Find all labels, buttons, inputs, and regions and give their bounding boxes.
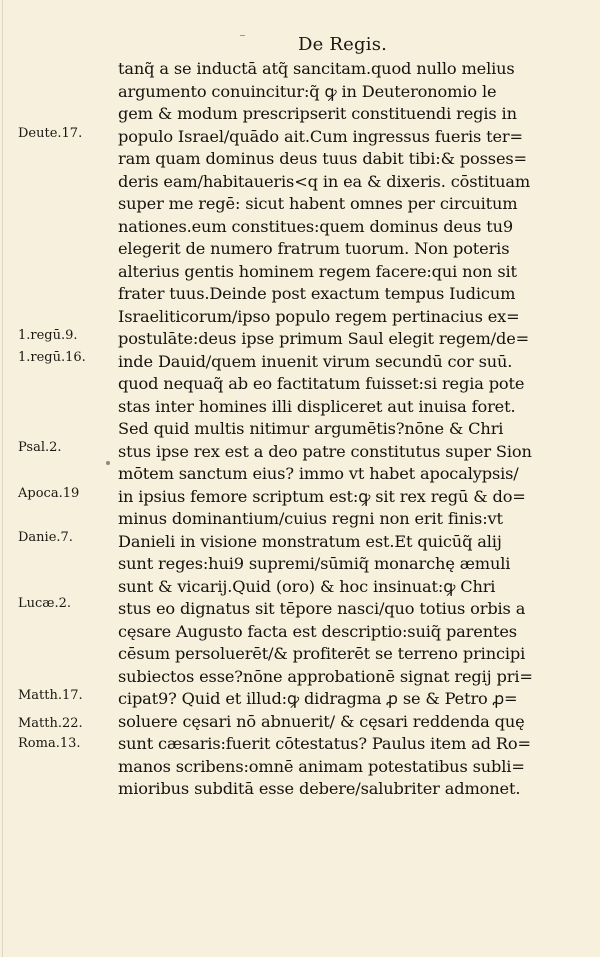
text-line: sunt & vicarij.Quid (oro) & hoc insinuat:ꝙ Chri bbox=[118, 576, 496, 596]
text-line: subiectos esse?nōne approbationē signat regij pri= bbox=[118, 666, 533, 686]
text-line: sunt reges:hui9 supremi/sūmiq̃ monarchę æmuli bbox=[118, 554, 511, 573]
printer-mark bbox=[240, 35, 245, 36]
text-line: Israeliticorum/ipso populo regem pertinacius ex= bbox=[118, 306, 520, 326]
text-line: stus eo dignatus sit tēpore nasci/quo totius orbis a bbox=[118, 599, 526, 618]
running-head: De Regis. bbox=[298, 34, 388, 55]
margin-note-psalm: Psal.2. bbox=[18, 440, 62, 455]
text-line: cipat9? Quid et illud:ꝙ didragma ꝓ se & Petro ꝓ= bbox=[118, 689, 518, 708]
text-line: stus ipse rex est a deo patre constitutus super Sion bbox=[118, 441, 532, 461]
page-gutter-edge bbox=[2, 0, 3, 957]
text-line: sunt cæsaris:fuerit cōtestatus? Paulus item ad Ro= bbox=[118, 734, 531, 753]
margin-note-matthew-22: Matth.22. bbox=[18, 716, 83, 731]
reference-mark bbox=[106, 461, 110, 465]
latin-body-text bbox=[118, 58, 556, 801]
margin-note-apocalypse: Apoca.19 bbox=[18, 486, 80, 501]
text-line: cęsare Augusto facta est descriptio:suiq̃ parentes bbox=[118, 621, 517, 641]
text-line: in ipsius femore scriptum est:ꝙ sit rex regū & do= bbox=[118, 486, 526, 506]
text-line: stas inter homines illi displiceret aut inuisa foret. bbox=[118, 396, 516, 416]
margin-note-deuteronomy: Deute.17. bbox=[18, 126, 83, 141]
text-line: populo Israel/quādo ait.Cum ingressus fueris ter= bbox=[118, 126, 523, 146]
text-line: alterius gentis hominem regem facere:qui non sit bbox=[118, 261, 517, 281]
text-line: tanq̃ a se inductā atq̃ sancitam.quod nullo melius bbox=[118, 59, 515, 78]
margin-note-first-kings-16: 1.regū.16. bbox=[18, 350, 86, 365]
text-line: super me regē: sicut habent omnes per circuitum bbox=[118, 194, 518, 213]
text-line: minus dominantium/cuius regni non erit finis:vt bbox=[118, 509, 503, 528]
text-line: gem & modum prescripserit constituendi regis in bbox=[118, 104, 517, 123]
margin-note-daniel: Danie.7. bbox=[18, 530, 73, 545]
text-line: inde Dauid/quem inuenit virum secundū cor suū. bbox=[118, 351, 513, 371]
text-line: mōtem sanctum eius? immo vt habet apocalypsis/ bbox=[118, 464, 519, 483]
text-line: quod nequaq̃ ab eo factitatum fuisset:si regia pote bbox=[118, 374, 525, 393]
text-line: mioribus subditā esse debere/salubriter admonet. bbox=[118, 779, 521, 798]
text-line: cēsum persoluerēt/& profiterēt se terreno principi bbox=[118, 644, 526, 663]
text-line: postulāte:deus ipse primum Saul elegit regem/de= bbox=[118, 329, 530, 348]
text-line: soluere cęsari nō abnuerit/ & cęsari reddenda quę bbox=[118, 711, 525, 731]
text-line: manos scribens:omnē animam potestatibus subli= bbox=[118, 756, 525, 776]
text-line: argumento conuincitur:q̃ ꝙ in Deuteronomio le bbox=[118, 81, 497, 101]
margin-note-matthew-17: Matth.17. bbox=[18, 688, 83, 703]
text-line: frater tuus.Deinde post exactum tempus Iudicum bbox=[118, 284, 516, 303]
margin-note-luke: Lucæ.2. bbox=[18, 596, 72, 611]
text-line: Danieli in visione monstratum est.Et quicūq̃ alij bbox=[118, 531, 502, 551]
margin-note-romans: Roma.13. bbox=[18, 736, 81, 751]
margin-note-first-kings-9: 1.regū.9. bbox=[18, 328, 78, 343]
text-line: ram quam dominus deus tuus dabit tibi:& posses= bbox=[118, 149, 527, 168]
text-line: Sed quid multis nitimur argumētis?nōne & Chri bbox=[118, 419, 504, 438]
text-line: nationes.eum constitues:quem dominus deus tu9 bbox=[118, 216, 514, 236]
text-line: deris eam/habitaueris<q in ea & dixeris. cōstituam bbox=[118, 171, 531, 191]
text-line: elegerit de numero fratrum tuorum. Non poteris bbox=[118, 239, 510, 258]
